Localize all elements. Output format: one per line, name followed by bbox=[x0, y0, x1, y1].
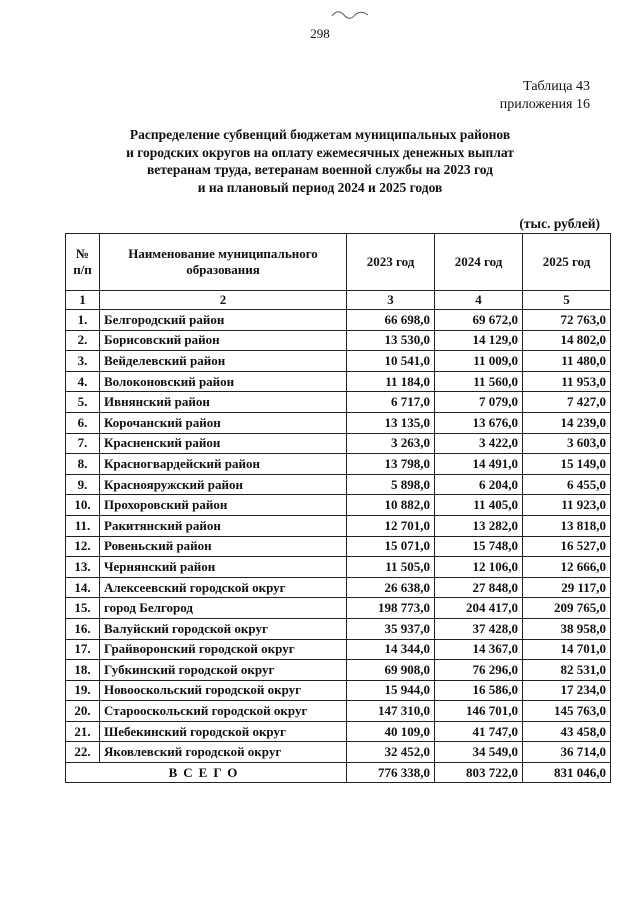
header-row bbox=[66, 234, 611, 291]
row-value-2025: 6 455,0 bbox=[523, 474, 611, 495]
column-index: 4 bbox=[435, 291, 523, 310]
table-row bbox=[66, 310, 611, 331]
row-value-2025: 43 458,0 bbox=[523, 721, 611, 742]
row-name: Чернянский район bbox=[100, 557, 347, 578]
row-number: 2. bbox=[66, 330, 100, 351]
row-value-2023: 12 701,0 bbox=[347, 515, 435, 536]
column-index: 3 bbox=[347, 291, 435, 310]
row-value-2023: 14 344,0 bbox=[347, 639, 435, 660]
row-value-2025: 29 117,0 bbox=[523, 577, 611, 598]
row-value-2024: 34 549,0 bbox=[435, 742, 523, 763]
row-number: 18. bbox=[66, 660, 100, 681]
row-name: Борисовский район bbox=[100, 330, 347, 351]
table-row bbox=[66, 454, 611, 475]
table-row bbox=[66, 639, 611, 660]
row-number: 11. bbox=[66, 515, 100, 536]
row-value-2023: 198 773,0 bbox=[347, 598, 435, 619]
row-name: Волоконовский район bbox=[100, 371, 347, 392]
row-value-2025: 17 234,0 bbox=[523, 680, 611, 701]
row-value-2023: 13 135,0 bbox=[347, 412, 435, 433]
row-value-2024: 14 367,0 bbox=[435, 639, 523, 660]
table-ref-line-2: приложения 16 bbox=[499, 97, 590, 112]
row-value-2023: 13 530,0 bbox=[347, 330, 435, 351]
subsidy-table bbox=[65, 233, 611, 783]
row-value-2024: 146 701,0 bbox=[435, 701, 523, 722]
table-reference bbox=[390, 78, 590, 114]
header-2023: 2023 год bbox=[347, 234, 435, 291]
row-name: Корочанский район bbox=[100, 412, 347, 433]
row-value-2024: 16 586,0 bbox=[435, 680, 523, 701]
total-2024: 803 722,0 bbox=[435, 763, 523, 783]
row-value-2023: 15 944,0 bbox=[347, 680, 435, 701]
row-value-2023: 5 898,0 bbox=[347, 474, 435, 495]
title-line-2: и городских округов на оплату ежемесячных денежных выплат bbox=[126, 144, 514, 160]
row-value-2024: 204 417,0 bbox=[435, 598, 523, 619]
row-number: 7. bbox=[66, 433, 100, 454]
column-index: 5 bbox=[523, 291, 611, 310]
row-value-2023: 32 452,0 bbox=[347, 742, 435, 763]
row-number: 20. bbox=[66, 701, 100, 722]
row-number: 5. bbox=[66, 392, 100, 413]
title-line-3: ветеранам труда, ветеранам военной службы на 2023 год bbox=[147, 162, 493, 177]
row-value-2025: 16 527,0 bbox=[523, 536, 611, 557]
total-2025: 831 046,0 bbox=[523, 763, 611, 783]
row-value-2025: 13 818,0 bbox=[523, 515, 611, 536]
table-row bbox=[66, 721, 611, 742]
row-value-2024: 13 676,0 bbox=[435, 412, 523, 433]
row-value-2023: 66 698,0 bbox=[347, 310, 435, 331]
row-value-2024: 12 106,0 bbox=[435, 557, 523, 578]
table-row bbox=[66, 330, 611, 351]
header-name-line-1: Наименование муниципального bbox=[128, 246, 318, 261]
column-index: 1 bbox=[66, 291, 100, 310]
row-name: Новооскольский городской округ bbox=[100, 680, 347, 701]
row-number: 19. bbox=[66, 680, 100, 701]
row-value-2023: 35 937,0 bbox=[347, 618, 435, 639]
row-value-2025: 82 531,0 bbox=[523, 660, 611, 681]
row-number: 14. bbox=[66, 577, 100, 598]
row-number: 9. bbox=[66, 474, 100, 495]
row-number: 4. bbox=[66, 371, 100, 392]
row-name: Белгородский район bbox=[100, 310, 347, 331]
table-row bbox=[66, 433, 611, 454]
row-value-2023: 10 541,0 bbox=[347, 351, 435, 372]
table-ref-line-1: Таблица 43 bbox=[523, 79, 590, 94]
row-value-2024: 3 422,0 bbox=[435, 433, 523, 454]
row-value-2024: 41 747,0 bbox=[435, 721, 523, 742]
row-value-2023: 40 109,0 bbox=[347, 721, 435, 742]
row-number: 1. bbox=[66, 310, 100, 331]
row-name: Вейделевский район bbox=[100, 351, 347, 372]
row-value-2025: 38 958,0 bbox=[523, 618, 611, 639]
row-value-2025: 72 763,0 bbox=[523, 310, 611, 331]
row-value-2024: 14 491,0 bbox=[435, 454, 523, 475]
row-name: Яковлевский городской округ bbox=[100, 742, 347, 763]
row-name: Грайворонский городской округ bbox=[100, 639, 347, 660]
document-title bbox=[60, 126, 580, 196]
column-index: 2 bbox=[100, 291, 347, 310]
row-name: Прохоровский район bbox=[100, 495, 347, 516]
total-2023: 776 338,0 bbox=[347, 763, 435, 783]
row-number: 15. bbox=[66, 598, 100, 619]
row-value-2023: 11 184,0 bbox=[347, 371, 435, 392]
table-row bbox=[66, 618, 611, 639]
row-number: 21. bbox=[66, 721, 100, 742]
title-line-4: и на плановый период 2024 и 2025 годов bbox=[197, 179, 443, 195]
units-label: (тыс. рублей) bbox=[519, 216, 600, 231]
header-name bbox=[100, 234, 347, 291]
row-name: город Белгород bbox=[100, 598, 347, 619]
row-value-2025: 11 953,0 bbox=[523, 371, 611, 392]
table-row bbox=[66, 660, 611, 681]
table-row bbox=[66, 474, 611, 495]
row-value-2024: 27 848,0 bbox=[435, 577, 523, 598]
row-value-2025: 11 923,0 bbox=[523, 495, 611, 516]
row-name: Краснояружский район bbox=[100, 474, 347, 495]
row-value-2024: 76 296,0 bbox=[435, 660, 523, 681]
table-row bbox=[66, 412, 611, 433]
header-num bbox=[66, 234, 100, 291]
row-value-2024: 7 079,0 bbox=[435, 392, 523, 413]
row-number: 3. bbox=[66, 351, 100, 372]
row-value-2023: 26 638,0 bbox=[347, 577, 435, 598]
row-value-2023: 15 071,0 bbox=[347, 536, 435, 557]
row-number: 17. bbox=[66, 639, 100, 660]
table-row bbox=[66, 577, 611, 598]
row-name: Старооскольский городской округ bbox=[100, 701, 347, 722]
title-line-1: Распределение субвенций бюджетам муниципальных районов bbox=[129, 127, 511, 142]
row-value-2025: 3 603,0 bbox=[523, 433, 611, 454]
row-name: Валуйский городской округ bbox=[100, 618, 347, 639]
header-num-line-2: п/п bbox=[73, 262, 92, 277]
row-name: Губкинский городской округ bbox=[100, 660, 347, 681]
row-name: Шебекинский городской округ bbox=[100, 721, 347, 742]
row-name: Ивнянский район bbox=[100, 392, 347, 413]
row-value-2023: 69 908,0 bbox=[347, 660, 435, 681]
table-row bbox=[66, 536, 611, 557]
row-value-2025: 7 427,0 bbox=[523, 392, 611, 413]
table-row bbox=[66, 371, 611, 392]
table-row bbox=[66, 495, 611, 516]
row-value-2024: 69 672,0 bbox=[435, 310, 523, 331]
row-value-2024: 14 129,0 bbox=[435, 330, 523, 351]
table-row bbox=[66, 680, 611, 701]
row-number: 12. bbox=[66, 536, 100, 557]
page-number: 298 bbox=[310, 26, 330, 41]
row-value-2023: 3 263,0 bbox=[347, 433, 435, 454]
handwritten-mark bbox=[330, 6, 370, 20]
column-index-row bbox=[66, 291, 611, 310]
row-value-2025: 12 666,0 bbox=[523, 557, 611, 578]
table-row bbox=[66, 557, 611, 578]
total-row bbox=[66, 763, 611, 783]
table-row bbox=[66, 598, 611, 619]
row-value-2025: 36 714,0 bbox=[523, 742, 611, 763]
row-value-2023: 147 310,0 bbox=[347, 701, 435, 722]
row-value-2025: 15 149,0 bbox=[523, 454, 611, 475]
row-value-2024: 11 009,0 bbox=[435, 351, 523, 372]
row-value-2023: 13 798,0 bbox=[347, 454, 435, 475]
header-2025: 2025 год bbox=[523, 234, 611, 291]
table-row bbox=[66, 351, 611, 372]
row-number: 10. bbox=[66, 495, 100, 516]
row-value-2025: 209 765,0 bbox=[523, 598, 611, 619]
row-number: 13. bbox=[66, 557, 100, 578]
table-row bbox=[66, 701, 611, 722]
row-value-2023: 10 882,0 bbox=[347, 495, 435, 516]
row-name: Ракитянский район bbox=[100, 515, 347, 536]
row-number: 22. bbox=[66, 742, 100, 763]
row-name: Ровеньский район bbox=[100, 536, 347, 557]
table-row bbox=[66, 515, 611, 536]
row-value-2025: 14 239,0 bbox=[523, 412, 611, 433]
row-number: 6. bbox=[66, 412, 100, 433]
header-num-line-1: № bbox=[75, 246, 90, 261]
row-number: 16. bbox=[66, 618, 100, 639]
row-value-2025: 11 480,0 bbox=[523, 351, 611, 372]
row-name: Алексеевский городской округ bbox=[100, 577, 347, 598]
row-name: Красненский район bbox=[100, 433, 347, 454]
row-value-2023: 6 717,0 bbox=[347, 392, 435, 413]
row-value-2024: 15 748,0 bbox=[435, 536, 523, 557]
row-value-2025: 14 701,0 bbox=[523, 639, 611, 660]
row-value-2025: 14 802,0 bbox=[523, 330, 611, 351]
row-name: Красногвардейский район bbox=[100, 454, 347, 475]
table-row bbox=[66, 742, 611, 763]
header-name-line-2: образования bbox=[186, 262, 260, 277]
row-value-2024: 13 282,0 bbox=[435, 515, 523, 536]
total-label: ВСЕГО bbox=[66, 763, 347, 783]
row-value-2024: 11 560,0 bbox=[435, 371, 523, 392]
row-value-2024: 11 405,0 bbox=[435, 495, 523, 516]
row-number: 8. bbox=[66, 454, 100, 475]
row-value-2024: 6 204,0 bbox=[435, 474, 523, 495]
row-value-2025: 145 763,0 bbox=[523, 701, 611, 722]
row-value-2023: 11 505,0 bbox=[347, 557, 435, 578]
table-row bbox=[66, 392, 611, 413]
header-2024: 2024 год bbox=[435, 234, 523, 291]
row-value-2024: 37 428,0 bbox=[435, 618, 523, 639]
